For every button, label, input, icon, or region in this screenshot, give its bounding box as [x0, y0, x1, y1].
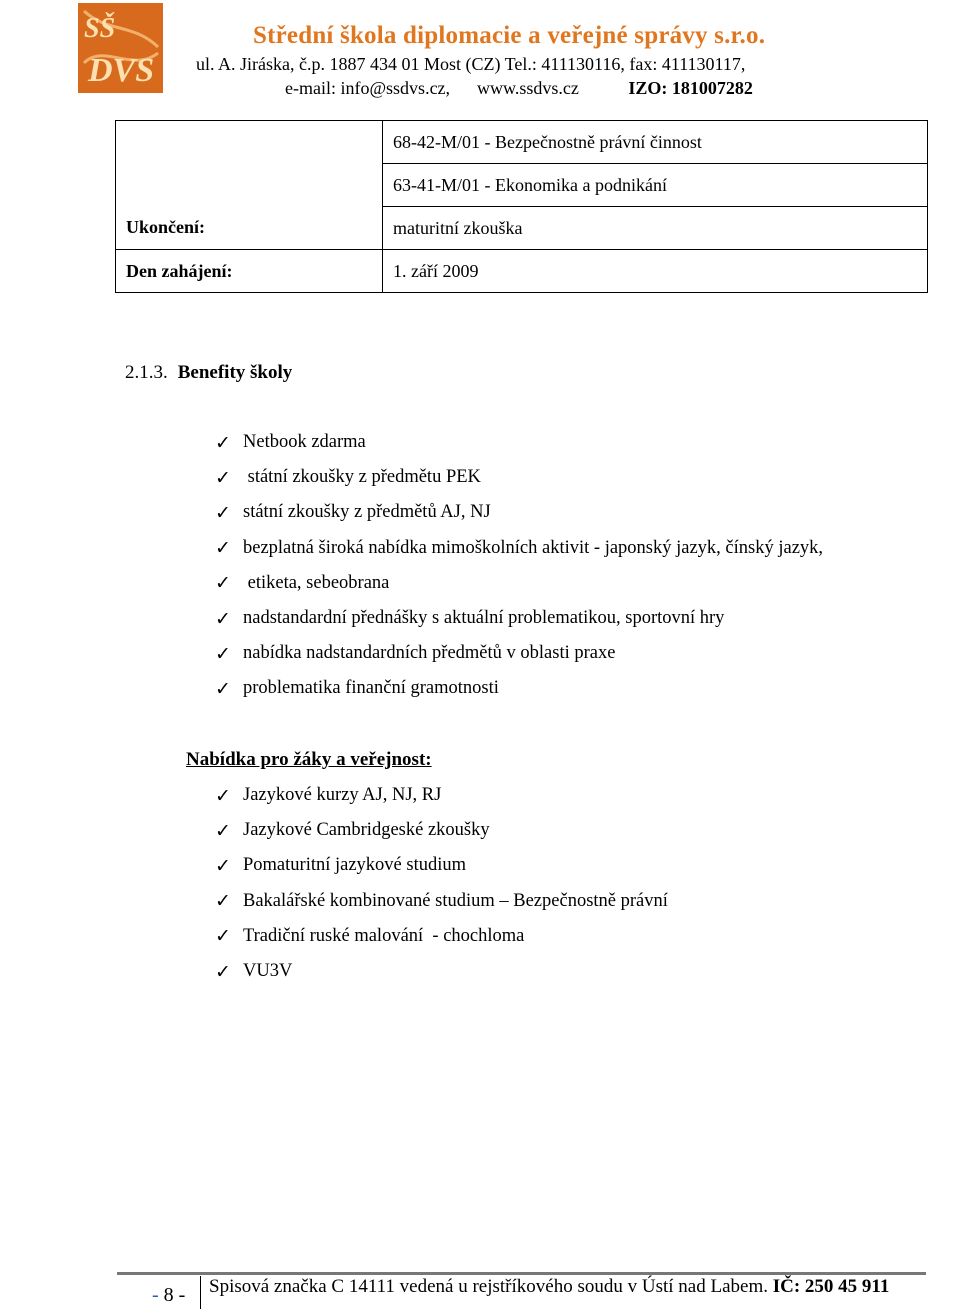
- school-name: Střední škola diplomacie a veřejné správy s.r.o.: [253, 22, 766, 49]
- list-item: [215, 954, 668, 989]
- offer-heading: Nabídka pro žáky a veřejnost:: [186, 749, 432, 770]
- list-item: [215, 425, 823, 460]
- list-item-text: bezplatná široká nabídka mimoškolních aktivit - japonský jazyk, čínský jazyk,: [243, 537, 824, 558]
- table-row: [116, 164, 928, 207]
- company-id: IČ: 250 45 911: [772, 1276, 890, 1297]
- table-cell-value: 68-42-M/01 - Bezpečnostně právní činnost: [383, 121, 928, 164]
- list-item: [215, 671, 823, 706]
- list-item: [215, 884, 668, 919]
- check-icon: ✓: [215, 537, 231, 560]
- check-icon: ✓: [215, 960, 231, 983]
- table-row: [116, 121, 928, 164]
- school-email[interactable]: e-mail: info@ssdvs.cz,: [285, 78, 451, 98]
- check-icon: ✓: [215, 854, 231, 877]
- check-icon: ✓: [215, 784, 231, 807]
- list-item-text: problematika finanční gramotnosti: [243, 678, 499, 699]
- svg-text:SŠ: SŠ: [84, 13, 116, 44]
- check-icon: ✓: [215, 890, 231, 913]
- table-cell-label: Ukončení:: [116, 207, 383, 250]
- table-cell-label: Den zahájení:: [116, 250, 383, 293]
- list-item-text: Bakalářské kombinované studium – Bezpečnostně právní: [243, 890, 668, 911]
- table-cell-value: 1. září 2009: [383, 250, 928, 293]
- list-item-text: nadstandardní přednášky s aktuální problematikou, sportovní hry: [243, 608, 725, 629]
- check-icon: ✓: [215, 501, 231, 524]
- svg-text:DVS: DVS: [88, 52, 155, 89]
- list-item-text: Jazykové kurzy AJ, NJ, RJ: [243, 785, 442, 806]
- study-info-table: [115, 120, 928, 293]
- list-item-text: Tradiční ruské malování - chochloma: [243, 925, 525, 946]
- offer-list: [215, 778, 668, 989]
- list-item-text: etiketa, sebeobrana: [243, 572, 390, 593]
- section-title: Benefity školy: [177, 362, 293, 383]
- list-item-text: státní zkoušky z předmětu PEK: [243, 467, 481, 488]
- list-item-text: nabídka nadstandardních předmětů v oblasti praxe: [243, 643, 616, 664]
- check-icon: ✓: [215, 677, 231, 700]
- table-row: [116, 207, 928, 250]
- check-icon: ✓: [215, 642, 231, 665]
- check-icon: ✓: [215, 925, 231, 948]
- table-cell-label: [116, 121, 383, 164]
- list-item: [215, 601, 823, 636]
- list-item: [215, 636, 823, 671]
- list-item: [215, 531, 823, 566]
- list-item: [215, 848, 668, 883]
- footer-divider: [117, 1272, 926, 1275]
- list-item-text: VU3V: [243, 961, 293, 982]
- table-cell-label: [116, 164, 383, 207]
- list-item-text: Jazykové Cambridgeské zkoušky: [243, 820, 490, 841]
- list-item-text: Netbook zdarma: [243, 432, 366, 453]
- check-icon: ✓: [215, 466, 231, 489]
- table-row: [116, 250, 928, 293]
- page-number: - 8 -: [152, 1284, 186, 1306]
- check-icon: ✓: [215, 819, 231, 842]
- section-number: 2.1.3.: [125, 362, 168, 383]
- list-item-text: státní zkoušky z předmětů AJ, NJ: [243, 502, 491, 523]
- check-icon: ✓: [215, 572, 231, 595]
- contact-line: [285, 78, 753, 99]
- registry-text: Spisová značka C 14111 vedená u rejstříkového soudu v Ústí nad Labem.: [209, 1276, 768, 1297]
- school-logo: [78, 3, 163, 93]
- section-heading: [125, 362, 292, 384]
- list-item: [215, 919, 668, 954]
- page-number-value: 8: [163, 1284, 174, 1306]
- list-item: [215, 566, 823, 601]
- footer-registry: [209, 1276, 889, 1298]
- logo-graphic: [78, 3, 163, 93]
- table-cell-value: maturitní zkouška: [383, 207, 928, 250]
- list-item: [215, 778, 668, 813]
- list-item: [215, 495, 823, 530]
- benefits-list: [215, 425, 823, 707]
- footer-separator: [200, 1276, 201, 1309]
- school-address: ul. A. Jiráska, č.p. 1887 434 01 Most (CZ) Tel.: 411130116, fax: 411130117,: [196, 54, 746, 74]
- school-web[interactable]: www.ssdvs.cz: [477, 78, 579, 98]
- list-item: [215, 460, 823, 495]
- list-item: [215, 813, 668, 848]
- list-item-text: Pomaturitní jazykové studium: [243, 855, 467, 876]
- check-icon: ✓: [215, 607, 231, 630]
- table-cell-value: 63-41-M/01 - Ekonomika a podnikání: [383, 164, 928, 207]
- check-icon: ✓: [215, 431, 231, 454]
- school-izo: IZO: 181007282: [628, 78, 753, 98]
